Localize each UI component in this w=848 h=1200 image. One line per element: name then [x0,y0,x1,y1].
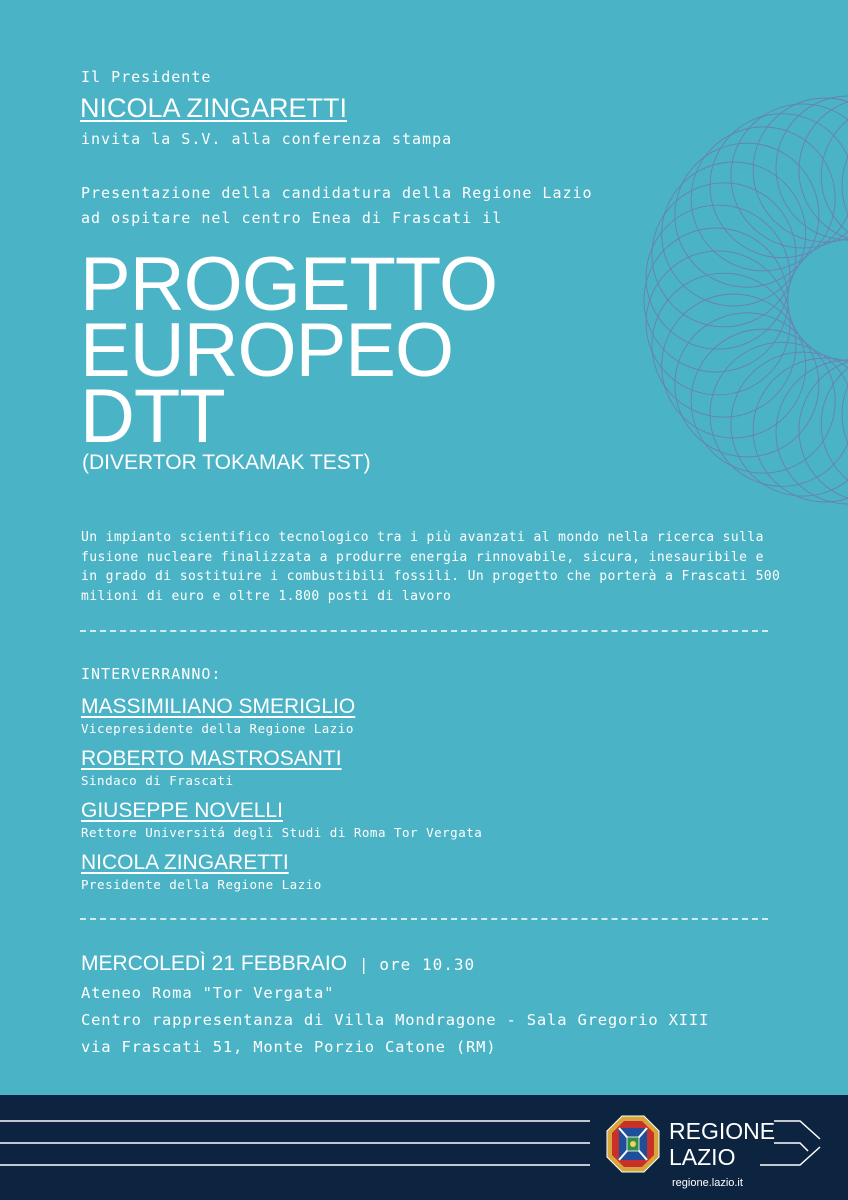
website-link[interactable]: regione.lazio.it [672,1177,743,1189]
presentation-line-2: ad ospitare nel centro Enea di Frascati il [81,209,503,227]
presentation-line-1: Presentazione della candidatura della Regione Lazio [81,184,593,202]
ring-circle [675,313,819,457]
divider [80,630,768,632]
ring-circle [799,98,848,242]
venue-line-2: Centro rappresentanza di Villa Mondragone - Sala Gregorio XIII [81,1011,710,1029]
ring-circle [710,114,848,258]
ring-circle [691,329,835,473]
event-date: MERCOLEDÌ 21 FEBBRAIO [81,952,348,975]
project-description: Un impianto scientifico tecnologico tra i più avanzati al mondo nella ricerca sulla fusione nucleare finalizzata a produrre energia rinnovabile, sicura, inesauribile e in grado di sostituire i combustibili fossili. Un progetto che porterà a Frascati 500 milioni di euro e oltre 1.800 posti di lavoro [81,530,781,604]
speakers-label: INTERVERRANNO: [81,665,222,683]
title-line-2: EUROPEO [80,308,454,393]
divider [80,918,768,920]
ring-circle [821,104,848,248]
ring-circle [776,360,848,504]
ring-circle [644,228,788,372]
presentation-text [81,181,593,231]
brand-line-2: LAZIO [669,1144,736,1170]
ring-circle [821,352,848,496]
president-name: NICOLA ZINGARETTI [80,93,348,123]
speaker-role: Sindaco di Frascati [81,773,234,788]
event-venue [81,980,709,1061]
speaker-entry [81,799,482,840]
speaker-role: Vicepresidente della Regione Lazio [81,721,354,736]
ring-circle [776,96,848,240]
torus-ring-decoration [570,80,848,520]
ring-circle [675,143,819,287]
title-subtitle: (DIVERTOR TOKAMAK TEST) [82,451,371,474]
speaker-entry [81,695,355,736]
title-line-3: DTT [80,374,225,459]
speaker-role: Presidente della Regione Lazio [81,877,322,892]
president-label: Il Presidente [81,68,212,86]
ring-circle [710,342,848,486]
speaker-name: GIUSEPPE NOVELLI [81,799,283,822]
speaker-name: NICOLA ZINGARETTI [81,851,289,874]
event-time: ore 10.30 [379,955,476,974]
speaker-entry [81,851,322,892]
speaker-name: MASSIMILIANO SMERIGLIO [81,695,356,718]
regione-lazio-emblem-icon [606,1115,660,1173]
footer-bar [0,1095,848,1200]
ring-circle [646,205,790,349]
ring-circle [799,358,848,502]
brand-line-1: REGIONE [669,1118,776,1144]
brand-name [669,1118,775,1170]
invite-text: invita la S.V. alla conferenza stampa [81,130,453,148]
event-date-time [81,952,475,976]
ring-circle [691,127,835,271]
venue-line-3: via Frascati 51, Monte Porzio Catone (RM) [81,1038,497,1056]
event-separator: | [358,955,370,974]
speaker-name: ROBERTO MASTROSANTI [81,747,342,770]
venue-line-1: Ateneo Roma "Tor Vergata" [81,984,335,1002]
main-title [80,242,498,459]
title-line-1: PROGETTO [80,242,498,327]
ring-circle [646,251,790,395]
speaker-entry [81,747,342,788]
speaker-role: Rettore Universitá degli Studi di Roma Tor Vergata [81,825,483,840]
